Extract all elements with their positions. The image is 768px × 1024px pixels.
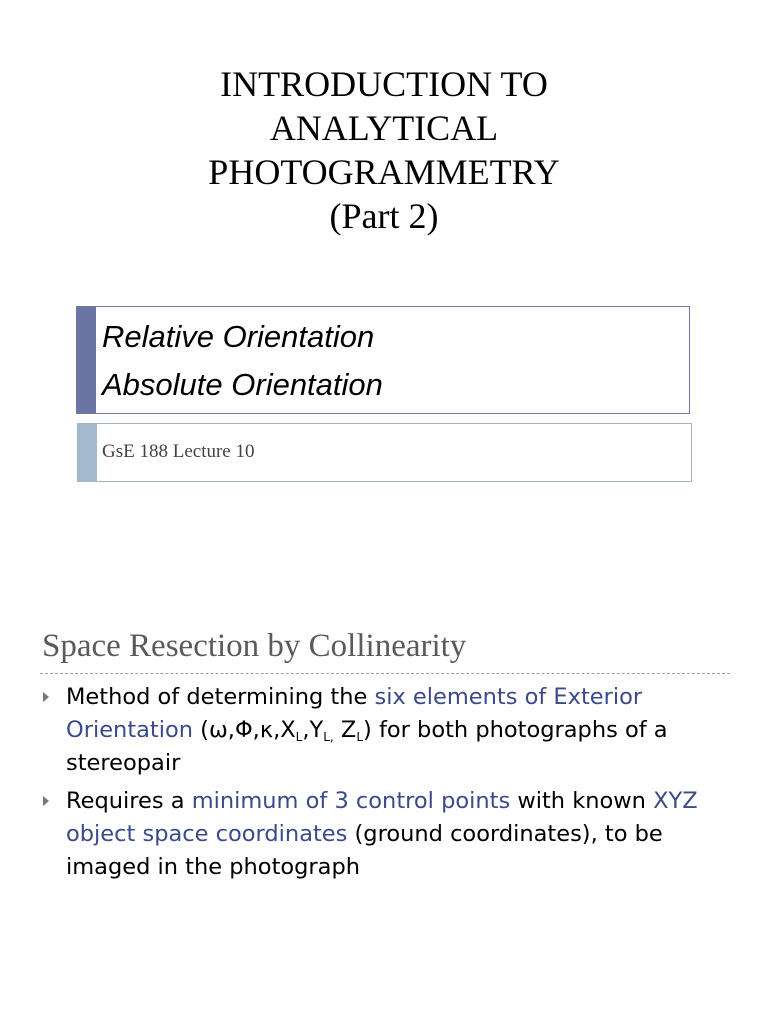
bullet-2-highlight-2: XYZ object space coordinates [66, 788, 698, 847]
subtitle-accent-bar [77, 307, 96, 413]
title-line-4: (Part 2) [329, 196, 439, 236]
title-line-2: ANALYTICAL [269, 108, 499, 148]
title-line-1: INTRODUCTION TO [220, 64, 548, 104]
bullet-2-text-a: Requires a [66, 788, 192, 814]
bullet-1-text-d: Z [333, 717, 357, 743]
bullet-1-text-e: ) for both photographs of a stereopair [66, 717, 668, 776]
bullet-1-sub-1: L [295, 730, 303, 744]
lecture-box [77, 423, 692, 482]
lecture-label: GsE 188 Lecture 10 [102, 441, 255, 462]
bullet-2-text-c: (ground coordinates), to be imaged in the photograph [66, 821, 663, 880]
bullet-list [42, 681, 722, 889]
bullet-arrow-icon [43, 692, 49, 702]
slide-title [0, 62, 768, 238]
bullet-item-2 [42, 785, 722, 884]
bullet-1-sub-2: L, [323, 730, 334, 744]
bullet-arrow-icon [43, 796, 49, 806]
bullet-1-text-a: Method of determining the [66, 684, 375, 710]
bullet-1-sub-3: L [356, 730, 364, 744]
heading-divider [40, 673, 730, 674]
bullet-1-text-b: (ω,Φ,κ,X [193, 717, 296, 743]
lecture-accent-bar [78, 424, 97, 481]
subtitle-relative-orientation: Relative Orientation [102, 319, 375, 354]
bullet-item-1 [42, 681, 722, 780]
bullet-1-text-c: ,Y [302, 717, 324, 743]
section-heading: Space Resection by Collinearity [42, 628, 467, 664]
bullet-2-text-b: with known [510, 788, 654, 814]
bullet-2-highlight-1: minimum of 3 control points [191, 788, 511, 814]
subtitle-box [76, 306, 690, 414]
subtitle-absolute-orientation: Absolute Orientation [102, 367, 383, 402]
bullet-1-highlight: six elements of Exterior Orientation [66, 684, 643, 743]
title-line-3: PHOTOGRAMMETRY [208, 152, 560, 192]
